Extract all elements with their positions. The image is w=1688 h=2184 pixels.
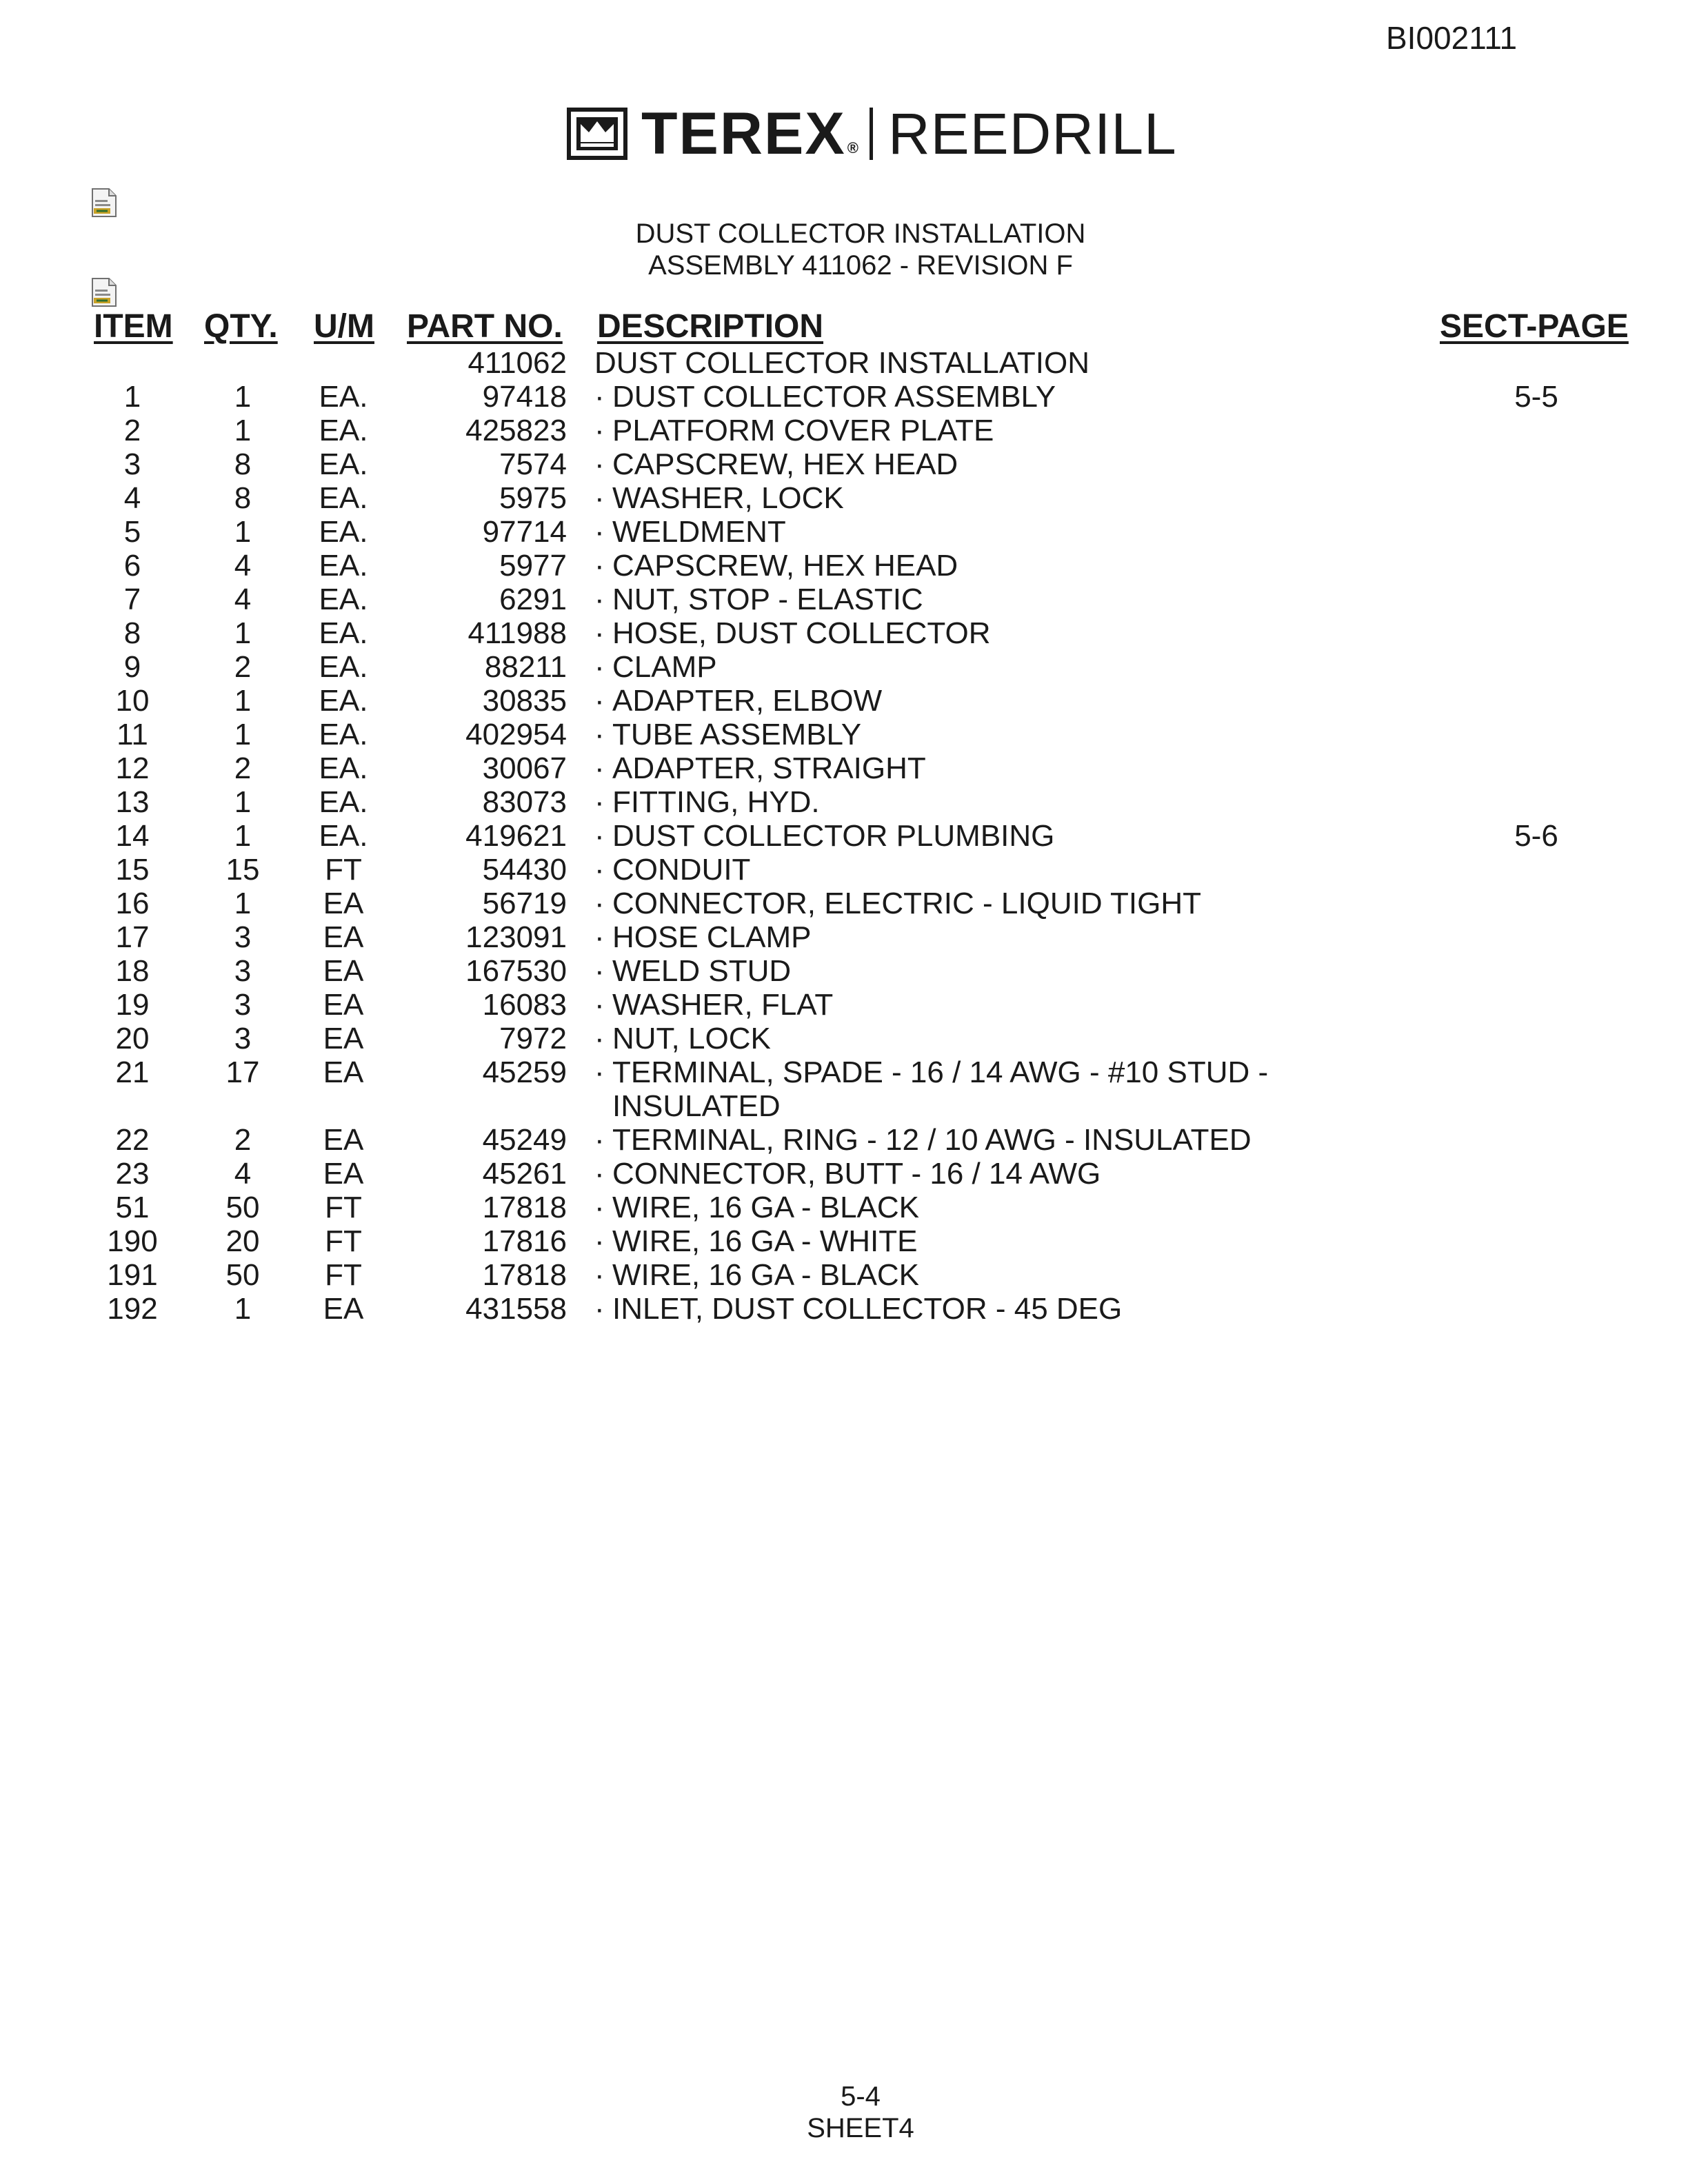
indent-bullet: · <box>594 954 605 988</box>
page-subtitle: ASSEMBLY 411062 - REVISION F <box>648 250 1073 281</box>
part-number: 6291 <box>499 583 567 616</box>
unit-of-measure: EA. <box>319 650 368 684</box>
description-text: CONNECTOR, BUTT - 16 / 14 AWG <box>612 1157 1101 1191</box>
description <box>594 481 844 515</box>
part-number: 97418 <box>482 380 567 414</box>
part-number: 17818 <box>482 1191 567 1224</box>
quantity: 1 <box>234 1292 252 1326</box>
table-row <box>0 1022 1688 1055</box>
indent-bullet: · <box>594 583 605 616</box>
unit-of-measure: FT <box>325 853 362 887</box>
quantity: 4 <box>234 1157 252 1191</box>
item-number: 22 <box>115 1123 150 1157</box>
column-header-part-no: PART NO. <box>407 308 563 345</box>
part-number: 411988 <box>468 616 567 650</box>
quantity: 1 <box>234 684 252 718</box>
quantity: 1 <box>234 887 252 920</box>
quantity: 2 <box>234 1123 252 1157</box>
description-text: NUT, STOP - ELASTIC <box>612 583 923 616</box>
quantity: 20 <box>225 1224 260 1258</box>
table-row <box>0 650 1688 684</box>
item-number: 192 <box>107 1292 158 1326</box>
unit-of-measure: EA <box>323 1157 364 1191</box>
description-text: WIRE, 16 GA - BLACK <box>612 1258 920 1292</box>
quantity: 4 <box>234 549 252 583</box>
description <box>594 751 926 785</box>
description <box>594 1191 919 1224</box>
part-number: 56719 <box>482 887 567 920</box>
table-row <box>0 1157 1688 1191</box>
description <box>594 1123 1252 1157</box>
part-number: 45259 <box>482 1055 567 1089</box>
description-text: CONNECTOR, ELECTRIC - LIQUID TIGHT <box>612 887 1202 920</box>
column-header-description: DESCRIPTION <box>597 308 824 345</box>
unit-of-measure: EA <box>323 1292 364 1326</box>
unit-of-measure: EA <box>323 920 364 954</box>
table-row <box>0 549 1688 583</box>
indent-bullet: · <box>594 481 605 515</box>
unit-of-measure: EA. <box>319 380 368 414</box>
description <box>594 988 833 1022</box>
table-row <box>0 1258 1688 1292</box>
part-number: 5977 <box>499 549 567 583</box>
description <box>594 616 991 650</box>
document-id: BI002111 <box>1386 20 1518 56</box>
table-row <box>0 1191 1688 1224</box>
description-text: INLET, DUST COLLECTOR - 45 DEG <box>612 1292 1123 1326</box>
quantity: 3 <box>234 920 252 954</box>
product-name: REEDRILL <box>887 101 1177 166</box>
unit-of-measure: EA. <box>319 684 368 718</box>
part-number: 7972 <box>499 1022 567 1055</box>
item-number: 19 <box>115 988 150 1022</box>
unit-of-measure: EA <box>323 1022 364 1055</box>
item-number: 21 <box>115 1055 150 1089</box>
page-title: DUST COLLECTOR INSTALLATION <box>635 219 1086 249</box>
description <box>594 1022 771 1055</box>
item-number: 190 <box>107 1224 158 1258</box>
quantity: 50 <box>225 1191 260 1224</box>
description-text: WIRE, 16 GA - BLACK <box>612 1191 920 1224</box>
description <box>594 819 1054 853</box>
item-number: 17 <box>115 920 150 954</box>
description <box>594 380 1056 414</box>
quantity: 50 <box>225 1258 260 1292</box>
item-number: 4 <box>123 481 141 515</box>
table-row <box>0 1123 1688 1157</box>
description-text: DUST COLLECTOR ASSEMBLY <box>612 380 1056 414</box>
quantity: 4 <box>234 583 252 616</box>
part-number: 54430 <box>482 853 567 887</box>
assembly-row <box>0 346 1688 380</box>
quantity: 8 <box>234 481 252 515</box>
description <box>594 785 820 819</box>
indent-bullet: · <box>594 1224 605 1258</box>
description <box>594 718 861 751</box>
item-number: 6 <box>123 549 141 583</box>
description <box>594 447 958 481</box>
indent-bullet: · <box>594 785 605 819</box>
unit-of-measure: EA. <box>319 447 368 481</box>
item-number: 13 <box>115 785 150 819</box>
part-number: 167530 <box>465 954 567 988</box>
unit-of-measure: FT <box>325 1224 362 1258</box>
unit-of-measure: EA <box>323 988 364 1022</box>
unit-of-measure: EA. <box>319 785 368 819</box>
description <box>594 549 958 583</box>
item-number: 23 <box>115 1157 150 1191</box>
part-number: 419621 <box>465 819 567 853</box>
description-text: CLAMP <box>612 650 717 684</box>
column-header-item: ITEM <box>94 308 173 345</box>
description-text: WASHER, LOCK <box>612 481 844 515</box>
description-text: ADAPTER, STRAIGHT <box>612 751 926 785</box>
part-number: 123091 <box>465 920 567 954</box>
description-text: ADAPTER, ELBOW <box>612 684 883 718</box>
column-header-qty: QTY. <box>204 308 278 345</box>
item-number: 15 <box>115 853 150 887</box>
part-number: 17816 <box>482 1224 567 1258</box>
description <box>594 1157 1101 1191</box>
quantity: 2 <box>234 650 252 684</box>
part-number: 17818 <box>482 1258 567 1292</box>
description-text: TUBE ASSEMBLY <box>612 718 862 751</box>
unit-of-measure: EA. <box>319 751 368 785</box>
table-row <box>0 887 1688 920</box>
quantity: 2 <box>234 751 252 785</box>
item-number: 7 <box>123 583 141 616</box>
table-row <box>0 684 1688 718</box>
indent-bullet: · <box>594 988 605 1022</box>
indent-bullet: · <box>594 1123 605 1157</box>
description <box>594 515 786 549</box>
quantity: 1 <box>234 515 252 549</box>
unit-of-measure: EA. <box>319 583 368 616</box>
description <box>594 1258 919 1292</box>
indent-bullet: · <box>594 1258 605 1292</box>
description-text: CAPSCREW, HEX HEAD <box>612 549 958 583</box>
description-text: DUST COLLECTOR PLUMBING <box>612 819 1055 853</box>
quantity: 1 <box>234 380 252 414</box>
part-number: 30067 <box>482 751 567 785</box>
assembly-description: DUST COLLECTOR INSTALLATION <box>594 346 1090 380</box>
unit-of-measure: EA <box>323 1055 364 1089</box>
unit-of-measure: EA. <box>319 549 368 583</box>
table-row <box>0 954 1688 988</box>
table-row <box>0 751 1688 785</box>
item-number: 11 <box>117 718 148 751</box>
unit-of-measure: FT <box>325 1191 362 1224</box>
description-text: WIRE, 16 GA - WHITE <box>612 1224 918 1258</box>
description <box>594 650 717 684</box>
table-row <box>0 583 1688 616</box>
indent-bullet: · <box>594 684 605 718</box>
quantity: 1 <box>234 718 252 751</box>
part-number: 5975 <box>499 481 567 515</box>
table-row <box>0 988 1688 1022</box>
indent-bullet: · <box>594 1292 605 1326</box>
item-number: 3 <box>123 447 141 481</box>
table-row <box>0 616 1688 650</box>
table-row <box>0 1224 1688 1258</box>
part-number: 402954 <box>465 718 567 751</box>
indent-bullet: · <box>594 853 605 887</box>
quantity: 15 <box>225 853 260 887</box>
description <box>594 887 1201 920</box>
table-row <box>0 819 1688 853</box>
part-number: 431558 <box>465 1292 567 1326</box>
table-row-continuation <box>0 1089 1688 1123</box>
table-row <box>0 920 1688 954</box>
unit-of-measure: EA. <box>319 718 368 751</box>
indent-bullet: · <box>594 650 605 684</box>
table-row <box>0 1055 1688 1089</box>
description <box>594 920 812 954</box>
indent-bullet: · <box>594 819 605 853</box>
unit-of-measure: EA. <box>319 515 368 549</box>
part-number: 30835 <box>482 684 567 718</box>
table-row <box>0 1292 1688 1326</box>
description-text: HOSE, DUST COLLECTOR <box>612 616 991 650</box>
indent-bullet: · <box>594 887 605 920</box>
brand-name: TEREX <box>641 101 846 167</box>
unit-of-measure: EA. <box>319 414 368 447</box>
description-text: HOSE CLAMP <box>612 920 812 954</box>
description-text: CAPSCREW, HEX HEAD <box>612 447 958 481</box>
description <box>594 1292 1122 1326</box>
page-number: 5-4 <box>841 2081 881 2112</box>
description <box>594 954 791 988</box>
item-number: 18 <box>115 954 150 988</box>
quantity: 8 <box>234 447 252 481</box>
description <box>594 684 882 718</box>
sect-page: 5-5 <box>1514 380 1558 414</box>
item-number: 16 <box>115 887 150 920</box>
quantity: 3 <box>234 954 252 988</box>
quantity: 1 <box>234 819 252 853</box>
indent-bullet: · <box>594 718 605 751</box>
unit-of-measure: EA <box>323 887 364 920</box>
item-number: 51 <box>115 1191 150 1224</box>
part-number: 88211 <box>484 650 567 684</box>
description-text: WELD STUD <box>612 954 792 988</box>
indent-bullet: · <box>594 515 605 549</box>
quantity: 1 <box>234 616 252 650</box>
table-row <box>0 414 1688 447</box>
unit-of-measure: EA. <box>319 481 368 515</box>
logo-divider <box>870 108 873 160</box>
table-row <box>0 515 1688 549</box>
item-number: 5 <box>123 515 141 549</box>
description-text: TERMINAL, RING - 12 / 10 AWG - INSULATED <box>612 1123 1252 1157</box>
indent-bullet: · <box>594 1191 605 1224</box>
part-number: 45261 <box>482 1157 567 1191</box>
description <box>594 414 994 447</box>
quantity: 3 <box>234 988 252 1022</box>
indent-bullet: · <box>594 414 605 447</box>
unit-of-measure: FT <box>325 1258 362 1292</box>
description-text: WELDMENT <box>612 515 786 549</box>
document-link-icon[interactable] <box>91 277 117 307</box>
description-text: WASHER, FLAT <box>612 988 834 1022</box>
item-number: 8 <box>123 616 141 650</box>
indent-bullet: · <box>594 1157 605 1191</box>
item-number: 1 <box>123 380 141 414</box>
part-number: 425823 <box>465 414 567 447</box>
item-number: 20 <box>115 1022 150 1055</box>
sect-page: 5-6 <box>1514 819 1558 853</box>
column-header-um: U/M <box>314 308 374 345</box>
part-number: 16083 <box>482 988 567 1022</box>
description-text: NUT, LOCK <box>612 1022 771 1055</box>
description <box>594 583 923 616</box>
item-number: 9 <box>123 650 141 684</box>
assembly-part-no: 411062 <box>468 346 567 380</box>
column-header-sect-page: SECT-PAGE <box>1440 308 1629 345</box>
unit-of-measure: EA <box>323 1123 364 1157</box>
quantity: 1 <box>234 414 252 447</box>
quantity: 3 <box>234 1022 252 1055</box>
unit-of-measure: EA. <box>319 616 368 650</box>
indent-bullet: · <box>594 616 605 650</box>
item-number: 191 <box>107 1258 158 1292</box>
description-text: TERMINAL, SPADE - 16 / 14 AWG - #10 STUD - <box>612 1055 1269 1089</box>
indent-bullet: · <box>594 1022 605 1055</box>
description-text: FITTING, HYD. <box>612 785 820 819</box>
table-row <box>0 481 1688 515</box>
document-link-icon[interactable] <box>91 188 117 218</box>
part-number: 83073 <box>482 785 567 819</box>
description <box>594 1055 1268 1089</box>
registered-mark: ® <box>847 139 858 156</box>
part-number: 97714 <box>482 515 567 549</box>
terex-crown-logo-icon <box>567 108 627 160</box>
table-row <box>0 785 1688 819</box>
description-continuation: INSULATED <box>612 1089 781 1123</box>
quantity: 1 <box>234 785 252 819</box>
terex-reedrill-logo <box>567 101 1177 167</box>
table-row <box>0 380 1688 414</box>
table-row <box>0 718 1688 751</box>
indent-bullet: · <box>594 549 605 583</box>
indent-bullet: · <box>594 1055 605 1089</box>
indent-bullet: · <box>594 447 605 481</box>
item-number: 12 <box>115 751 150 785</box>
indent-bullet: · <box>594 751 605 785</box>
unit-of-measure: EA <box>323 954 364 988</box>
item-number: 2 <box>123 414 141 447</box>
part-number: 7574 <box>499 447 567 481</box>
indent-bullet: · <box>594 920 605 954</box>
unit-of-measure: EA. <box>319 819 368 853</box>
description-text: CONDUIT <box>612 853 751 887</box>
table-row <box>0 447 1688 481</box>
quantity: 17 <box>225 1055 260 1089</box>
part-number: 45249 <box>482 1123 567 1157</box>
item-number: 14 <box>115 819 150 853</box>
description <box>594 853 750 887</box>
description <box>594 1224 918 1258</box>
table-row <box>0 853 1688 887</box>
sheet-label: SHEET4 <box>807 2113 914 2143</box>
indent-bullet: · <box>594 380 605 414</box>
description-text: PLATFORM COVER PLATE <box>612 414 994 447</box>
item-number: 10 <box>115 684 150 718</box>
